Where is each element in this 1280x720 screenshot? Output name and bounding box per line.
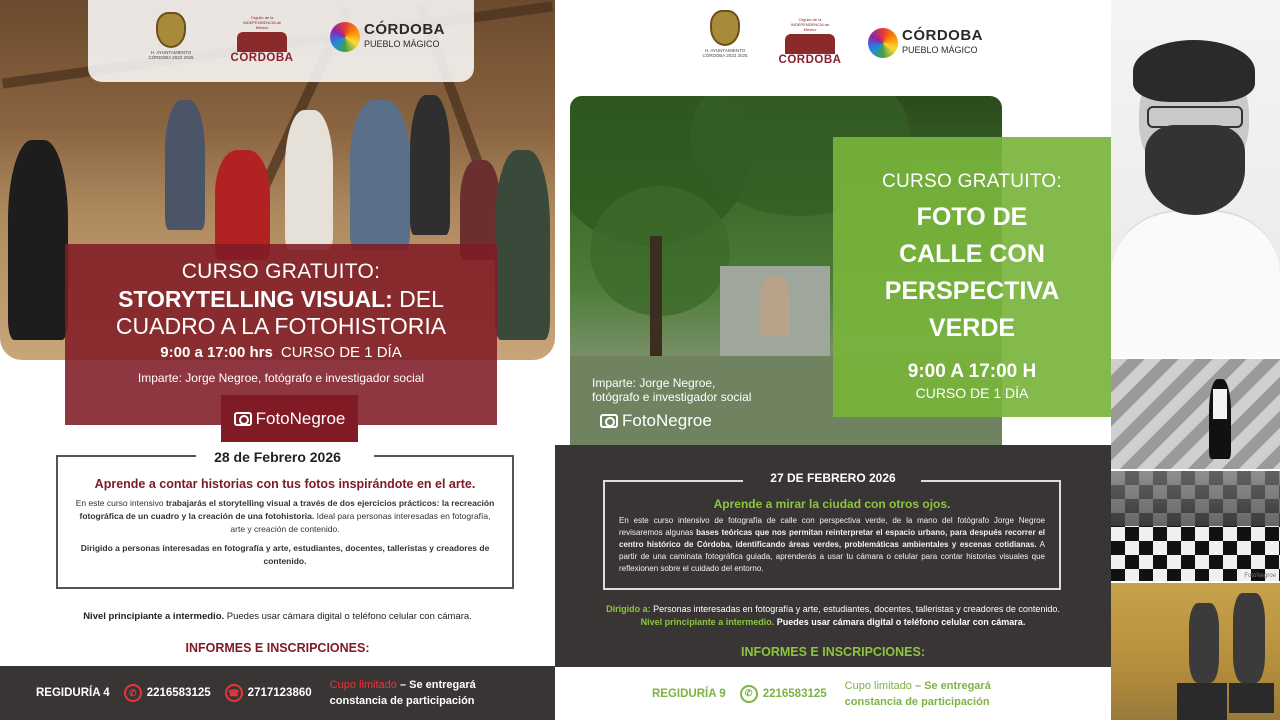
description-heading: Aprende a contar historias con tus fotos inspirándote en el arte. (94, 477, 476, 491)
fotonegroe-brand: FotoNegroe (221, 395, 358, 442)
middle-poster (555, 0, 1111, 720)
course-title: FOTO DE CALLE CON PERSPECTIVA VERDE (884, 203, 1060, 342)
building-icon (237, 32, 287, 52)
cordoba-independencia-logo: Orgullo de la INDEPENDENCIA de México CÓRDOBA (230, 15, 294, 64)
course-schedule: 9:00 a 17:00 hrs CURSO DE 1 DÍA (160, 344, 402, 361)
description-heading: Aprende a mirar la ciudad con otros ojos. (713, 497, 951, 511)
limited-seats-note: Cupo limitado – Se entregará constancia de participación (844, 679, 991, 708)
audience-text: Dirigido a personas interesadas en fotografía y arte, estudiantes, docentes, talleristas y creadores de contenido. (80, 543, 490, 566)
phone-icon: ☎ (225, 684, 243, 702)
whatsapp-icon: ✆ (740, 685, 758, 703)
building-icon (785, 34, 835, 54)
left-poster (0, 0, 555, 720)
course-instructor: Imparte: Jorge Negroe, fotógrafo e investigador social (137, 371, 425, 385)
left-footer (0, 666, 555, 720)
street-photo-plaza: FotoNegroe (1111, 471, 1280, 581)
pueblo-magico-logo: CÓRDOBA PUEBLO MÁGICO (330, 22, 445, 52)
fotonegroe-brand: FotoNegroe (600, 411, 712, 431)
crest-icon (156, 12, 186, 48)
phone-contact-1[interactable]: ✆ 2216583125 (124, 684, 211, 702)
course-date: 28 de Febrero 2026 (214, 449, 341, 465)
left-description-box (56, 455, 514, 589)
level-text: Nivel principiante a intermedio. Puedes usar cámara digital o teléfono celular con cámara. (83, 611, 472, 622)
ayuntamiento-crest-logo: H. AYUNTAMIENTO CÓRDOBA 2022 2025 (700, 10, 750, 58)
course-date: 27 DE FEBRERO 2026 (770, 471, 896, 485)
middle-description-box (603, 480, 1061, 590)
pueblo-magico-logo: CÓRDOBA PUEBLO MÁGICO (868, 28, 983, 58)
camera-icon (234, 412, 252, 426)
course-free-label: CURSO GRATUITO: (181, 260, 381, 283)
pueblo-magico-swirl-icon (330, 22, 360, 52)
office-label: REGIDURÍA 9 (652, 687, 726, 700)
ayuntamiento-crest-logo: H. AYUNTAMIENTO CÓRDOBA 2022 2025 (146, 12, 196, 60)
description-text: En este curso intensivo de fotografía de calle con perspectiva verde, de la mano del fotógrafo Jorge Negroe revisaremos algunas bases teóricas que nos permitan reinterpretar el espacio urbano, para después recorrer el centro histórico de Córdoba, identificando áreas verdes, problemáticas ambientales y escenas cotidianas. A partir de una caminata fotográfica guiada, aprenderás a usar tu cámara o celular para contar historias visuales que reflexionen sobre el cuidado del entorno. (619, 516, 1046, 573)
cordoba-independencia-logo: Orgullo de la INDEPENDENCIA de México CÓRDOBA (778, 17, 842, 66)
pueblo-magico-swirl-icon (868, 28, 898, 58)
right-photo-strip (1111, 0, 1280, 720)
left-logos-bar (88, 0, 474, 82)
info-heading: INFORMES E INSCRIPCIONES: (740, 645, 926, 659)
crest-icon (710, 10, 740, 46)
audience-text: Dirigido a: Personas interesadas en fotografía y arte, estudiantes, docentes, talleristas y creadores de contenido. Nivel principiante a intermedio. Puedes usar cámara digital o teléfono celular con cámara. (606, 604, 1060, 627)
course-title-line2: CUADRO A LA FOTOHISTORIA (115, 313, 447, 339)
street-photo-walker (1111, 359, 1280, 469)
info-heading: INFORMES E INSCRIPCIONES: (185, 641, 370, 655)
course-instructor: Imparte: Jorge Negroe, fotógrafo e investigador social (592, 376, 752, 404)
camera-icon (600, 414, 618, 428)
instructor-portrait (1111, 0, 1280, 357)
course-title: STORYTELLING VISUAL: DEL (118, 286, 444, 312)
office-label: REGIDURÍA 4 (36, 687, 110, 699)
middle-logos-bar (700, 8, 1000, 88)
whatsapp-icon: ✆ (124, 684, 142, 702)
middle-footer (555, 667, 1111, 720)
course-hours: 9:00 A 17:00 H (907, 361, 1037, 382)
limited-seats-note: Cupo limitado – Se entregará constancia de participación (329, 679, 476, 707)
phone-contact-2[interactable]: ☎ 2717123860 (225, 684, 312, 702)
street-photo-statues (1111, 583, 1280, 720)
middle-title-panel (833, 137, 1111, 417)
course-free-label: CURSO GRATUITO: (881, 171, 1063, 192)
phone-contact-1[interactable]: ✆ 2216583125 (740, 685, 827, 703)
description-text: En este curso intensivo trabajarás el storytelling visual a través de dos ejercicios prácticos: la recreación fotográfica de un cuadro y la creación de una fotohistoria. Ideal para personas interesadas en fotografía, arte y creación de contenido. (75, 498, 495, 534)
course-duration: CURSO DE 1 DÍA (915, 385, 1029, 401)
